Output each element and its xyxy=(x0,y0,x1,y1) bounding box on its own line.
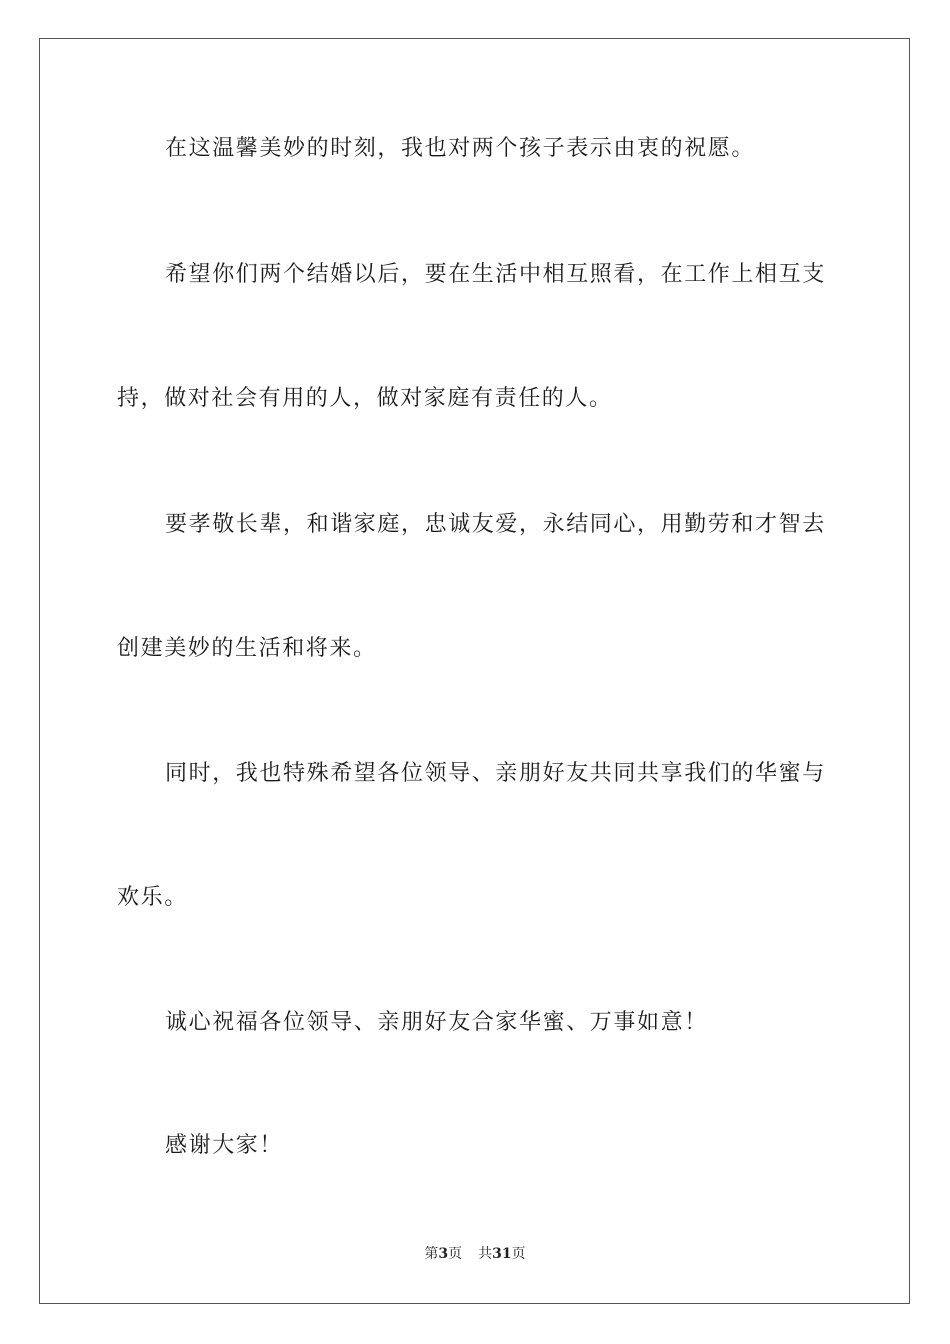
paragraph-line-5: 创建美妙的生活和将来。 xyxy=(117,636,377,661)
footer-page-prefix: 第 xyxy=(424,1246,439,1262)
paragraph-line-3: 持，做对社会有用的人，做对家庭有责任的人。 xyxy=(117,386,613,411)
footer-total-prefix: 共 xyxy=(478,1246,493,1262)
footer-total-suffix: 页 xyxy=(511,1246,526,1262)
page-footer xyxy=(0,1244,950,1264)
paragraph-line-4: 要孝敬长辈，和谐家庭，忠诚友爱，永结同心，用勤劳和才智去 xyxy=(165,512,826,537)
footer-total-pages: 31 xyxy=(492,1246,512,1262)
footer-page-number: 3 xyxy=(438,1246,449,1262)
paragraph-line-2: 希望你们两个结婚以后，要在生活中相互照看，在工作上相互支 xyxy=(165,262,826,287)
paragraph-line-6: 同时，我也特殊希望各位领导、亲朋好友共同共享我们的华蜜与 xyxy=(165,761,826,786)
paragraph-line-1: 在这温馨美妙的时刻，我也对两个孩子表示由衷的祝愿。 xyxy=(165,136,756,161)
paragraph-line-8: 诚心祝福各位领导、亲朋好友合家华蜜、万事如意！ xyxy=(165,1010,708,1035)
page-border xyxy=(39,38,910,1304)
paragraph-line-9: 感谢大家！ xyxy=(165,1133,284,1158)
footer-page-suffix: 页 xyxy=(448,1246,463,1262)
paragraph-line-7: 欢乐。 xyxy=(117,885,188,910)
